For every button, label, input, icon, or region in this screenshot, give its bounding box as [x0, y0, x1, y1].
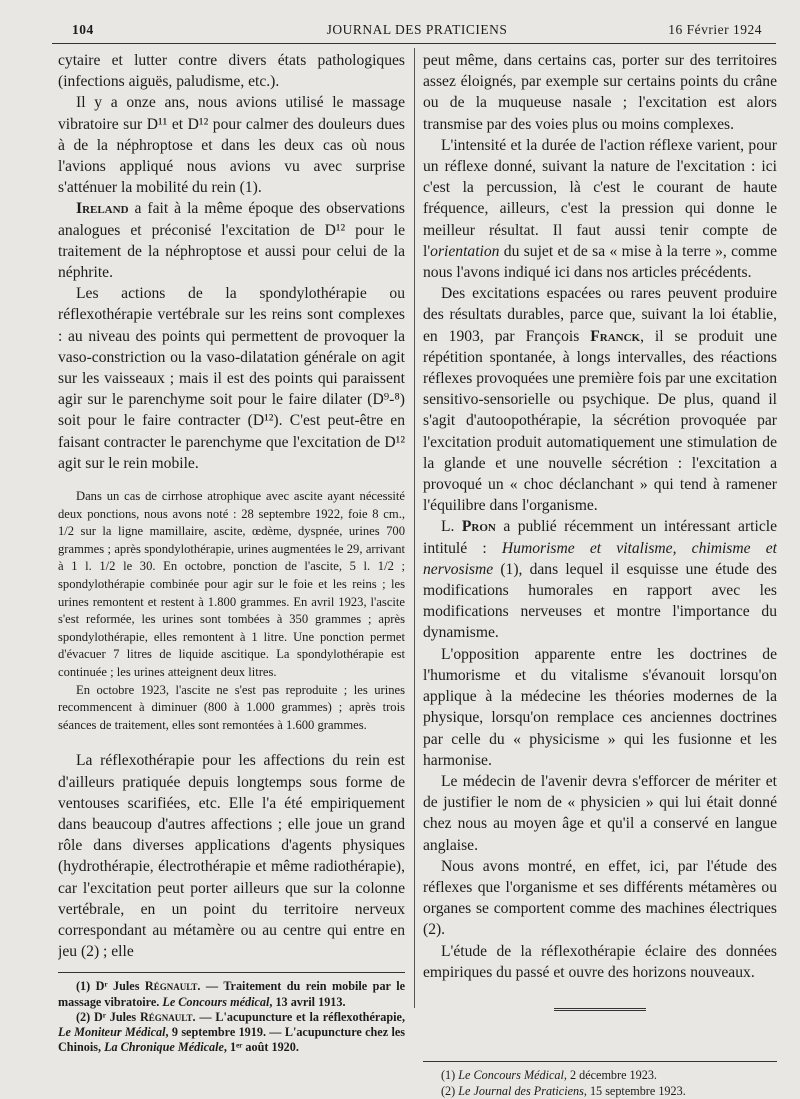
paragraph: Nous avons montré, en effet, ici, par l'étude des réflexes que l'organisme et ses différents métamères ou organes se comportent comme des machines électriques (2). [423, 857, 777, 939]
paragraph [58, 198, 405, 283]
author-name: Régnault [140, 1009, 193, 1024]
case-note: En octobre 1923, l'ascite ne s'est pas reproduite ; les urines recommencent à diminuer (800 à 1.000 grammes) ; après trois séances de traitement, elles sont remontées à 1.600 grammes. [58, 682, 405, 732]
text-run: L'intensité et la durée de l'action réflexe varient, pour un réflexe donné, suivant la nature de l'excitation : ici c'est la percussion, là c'est le courant de haute fréquence, ailleurs, c'est la pression qui donne le meilleur résultat. Il faut aussi tenir compte de l' [423, 136, 777, 260]
paragraph: La réflexothérapie pour les affections du rein est d'ailleurs pratiquée depuis longtemps sous forme de ventouses scarifiées, etc. Elle l'a été empiriquement dans beaucoup d'autres affections ; elle joue un grand rôle dans diverses applications d'agents physiques (hydrothérapie, électrothérapie et même radiothérapie), car l'excitation peut porter ailleurs que sur la colonne vertébrale, en un point du territoire nerveux correspondant au métamère ou au centre qui entre en jeu (2) ; elle [58, 752, 405, 961]
text-run: , il se produit une répétition spontanée, à longs intervalles, des réactions réflexes provoquées une première fois par une excitation sensitivo-sensorielle ou psychique. De plus, quand il s'agit d'autoopothérapie, la sécrétion provoquée par l'excitation produit automatiquement une stimulation de la glande et une nouvelle sécrétion : l'excitation a provoqué un « choc déclanchant » qui tend à ramener l'équilibre dans l'organisme. [423, 327, 777, 515]
text-run: , 9 septembre 1919. — L'acupuncture chez les Chinois, [58, 1025, 405, 1055]
paragraph: Les actions de la spondylothérapie ou réflexothérapie vertébrale sur les reins sont complexes : au niveau des points qui permettent de provoquer la vaso-constriction ou la vaso-dilatation générale on agit sur les vaisseaux ; mais il est des points qui paraissent agir sur le parenchyme soit pour le faire dilater (D⁹-⁸) soit pour le faire contracter (D¹²). C'est peut-être en faisant contracter le parenchyme que l'excitation de D¹² agit sur le rein mobile. [58, 285, 405, 472]
text-run: . — L'acupuncture et la réflexothérapie, [192, 1009, 405, 1024]
paragraph: L'opposition apparente entre les doctrines de l'humorisme et du vitalisme s'évanouit lorsqu'on applique à la médecine les théories modernes de la physique, lorsqu'on remplace ces anciennes doctrines par celle du « physicisme » qui les fusionne et les harmonise. [423, 645, 777, 769]
spacer [58, 734, 405, 750]
text-run: , 13 avril 1913. [269, 994, 346, 1009]
text-run: L. [441, 518, 462, 536]
source-title: Le Moniteur Médical [58, 1025, 166, 1040]
section-end-ornament [423, 999, 777, 1021]
journal-title: JOURNAL DES PRATICIENS [326, 22, 508, 37]
case-note: Dans un cas de cirrhose atrophique avec ascite ayant nécessité deux ponctions, nous avons noté : 28 septembre 1922, foie 8 cm., 1/2 sur la ligne mamillaire, ascite, œdème, dyspnée, urines 700 grammes ; après spondylothérapie, urines augmentées le 29, arrivant à 1 l. 1/2 le 30. En octobre, ponction de l'ascite, 5 l. 1/2 ; spondylothérapie combinée pour agir sur le foie et les reins ; les urines remontent et restent à 1.800 grammes. En avril 1923, l'ascite s'est reformée, les urines sont tombées à 350 grammes ; après spondylothérapie, elles remontent à 1 litre. Une ponction permet d'évacuer 7 litres de liquide ascitique. La spondylothérapie est continuée ; les urines atteignent deux litres. [58, 489, 405, 679]
paragraph: Il y a onze ans, nous avions utilisé le massage vibratoire sur D¹¹ et D¹² pour calmer des douleurs dues à de la néphroptose et dans les deux cas où nous l'avions appliqué nous avions vu avec surprise s'atténuer la mobilité du rein (1). [58, 94, 405, 197]
footnote [58, 1010, 405, 1056]
text-run: , 2 décembre 1923. [563, 1067, 657, 1082]
text-run: (2) Dʳ Jules [76, 1009, 140, 1024]
source-title: Le Concours Médical [458, 1067, 564, 1082]
author-name: Régnault [144, 979, 198, 994]
footnote [423, 1068, 777, 1084]
text-run: du sujet et de sa « mise à la terre », comme nous l'avons indiqué ici dans nos articles précédents. [423, 242, 777, 282]
paragraph: Le médecin de l'avenir devra s'efforcer de mériter et de justifier le nom de « physicien » qui lui était donné chez nous au moyen âge et qu'il a conservé en langue anglaise. [423, 772, 777, 854]
left-column [58, 50, 405, 1055]
text-run: (1) Dʳ Jules [76, 979, 145, 994]
text-run: a publié récemment un intéressant article intitulé : [423, 518, 777, 557]
text-run: , 1ᵉʳ août 1920. [223, 1040, 299, 1055]
text-run: . — Traitement du rein mobile par le massage vibratoire. [58, 979, 405, 1009]
paragraph [423, 283, 777, 516]
page-header [72, 22, 762, 44]
paragraph [423, 135, 777, 283]
text-run: (1) [441, 1067, 459, 1082]
header-rule [52, 43, 776, 44]
paragraph [423, 516, 777, 643]
emphasis: orientation [430, 242, 500, 260]
paragraph: peut même, dans certains cas, porter sur des territoires assez éloignés, par exemple sur certains points du crâne ou de la muqueuse nasale ; l'excitation est alors transmise par des voies plus ou moins complexes. [423, 52, 777, 133]
author-name: Pron [461, 518, 496, 536]
source-title: Le Journal des Praticiens [458, 1083, 584, 1098]
text-run: (2) [441, 1083, 459, 1098]
issue-date: 16 Février 1924 [668, 22, 762, 37]
text-run: (1), dans lequel il esquisse une étude des modifications humorales en rapport avec les modifications nerveuses et montre l'importance du dynamisme. [423, 560, 777, 642]
right-column [423, 50, 777, 1099]
paragraph: L'étude de la réflexothérapie éclaire des données empiriques du passé et ouvre des horizons nouveaux. [423, 942, 777, 981]
column-divider [414, 48, 415, 1008]
article-title: Humorisme et vitalisme, chimisme et nervosisme [423, 539, 777, 578]
footnote [58, 979, 405, 1009]
paragraph: cytaire et lutter contre divers états pathologiques (infections aiguës, paludisme, etc.). [58, 52, 405, 91]
footnote [423, 1084, 777, 1099]
source-title: La Chronique Médicale [104, 1040, 224, 1055]
page-number: 104 [72, 22, 94, 37]
text-run: a fait à la même époque des observations analogues et préconisé l'excitation de D¹² pour le traitement de la néphroptose et aussi pour celui de la néphrite. [58, 200, 405, 282]
footnote-rule [423, 1061, 777, 1062]
ornament-line [554, 1008, 646, 1011]
source-title: Le Concours médical [162, 994, 270, 1009]
text-run: , 15 septembre 1923. [583, 1083, 686, 1098]
footnote-rule [58, 972, 405, 973]
text-run: Des excitations espacées ou rares peuvent produire des résultats durables, parce que, suivant la loi établie, en 1903, par François [423, 285, 777, 345]
author-name: Franck [590, 327, 641, 345]
author-name: Ireland [76, 200, 129, 218]
spacer [58, 474, 405, 488]
